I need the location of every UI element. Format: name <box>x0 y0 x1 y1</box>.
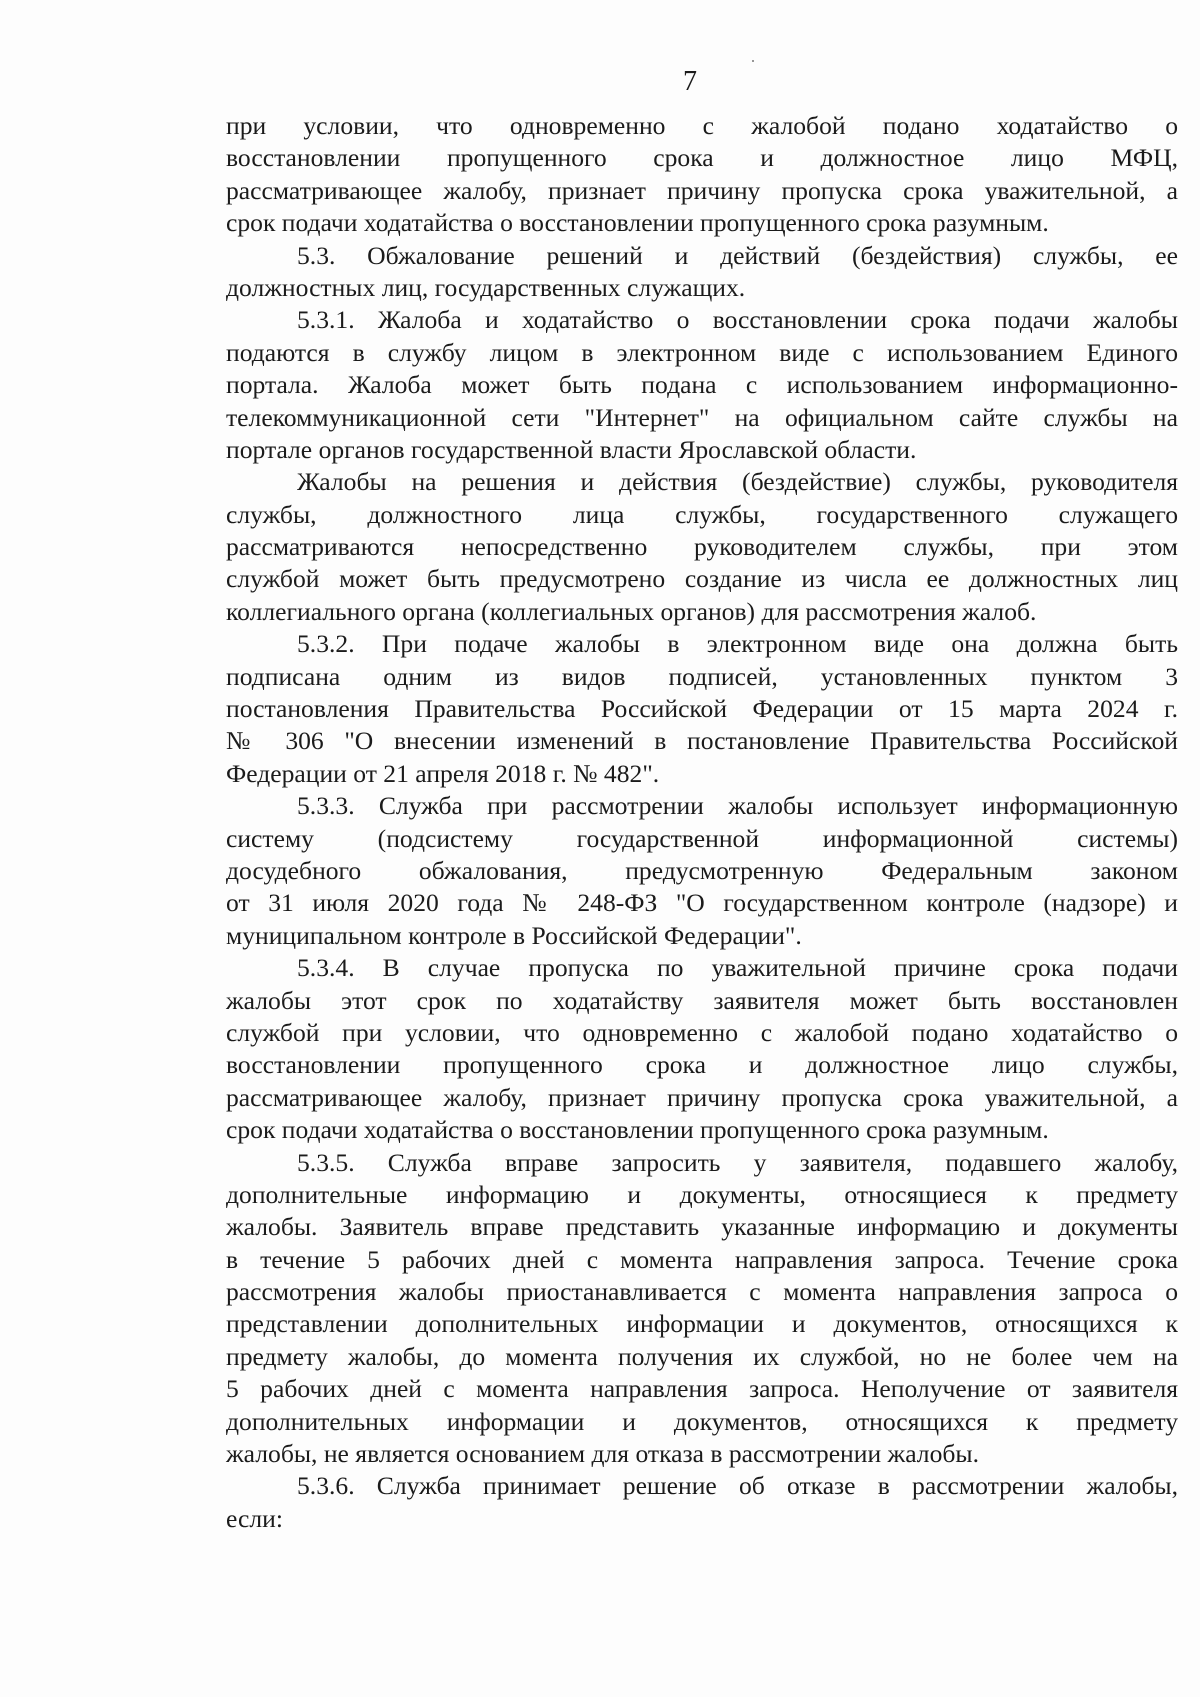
text-line: службы, должностного лица службы, государственного служащего <box>226 499 1178 529</box>
text-line: 5.3.4. В случае пропуска по уважительной причине срока подачи <box>297 953 1178 983</box>
text-line: Федерации от 21 апреля 2018 г. № 482". <box>226 758 660 788</box>
text-line: должностных лиц, государственных служащих. <box>226 272 746 302</box>
text-line: подаются в службу лицом в электронном виде с использованием Единого <box>226 337 1178 367</box>
text-line: подписана одним из видов подписей, установленных пунктом 3 <box>226 661 1178 691</box>
text-line: предмету жалобы, до момента получения их службой, но не более чем на <box>226 1341 1178 1371</box>
page-number: 7 <box>683 66 697 97</box>
text-line: от 31 июля 2020 года № 248-ФЗ "О государственном контроле (надзоре) и <box>226 888 1178 918</box>
text-line: портале органов государственной власти Ярославской области. <box>226 434 917 464</box>
text-line: систему (подсистему государственной информационной системы) <box>226 823 1178 853</box>
text-line: Жалобы на решения и действия (бездействие) службы, руководителя <box>297 467 1178 497</box>
text-line: досудебного обжалования, предусмотренную Федеральным законом <box>226 855 1178 885</box>
text-line: срок подачи ходатайства о восстановлении пропущенного срока разумным. <box>226 208 1049 238</box>
text-line: если: <box>226 1503 283 1533</box>
text-line: жалобы, не является основанием для отказа в рассмотрении жалобы. <box>226 1439 979 1469</box>
text-line: службой при условии, что одновременно с жалобой подано ходатайство о <box>226 1017 1178 1047</box>
text-line: рассматривающее жалобу, признает причину пропуска срока уважительной, а <box>226 175 1178 205</box>
text-line: 5 рабочих дней с момента направления запроса. Неполучение от заявителя <box>226 1374 1178 1404</box>
text-line: срок подачи ходатайства о восстановлении пропущенного срока разумным. <box>226 1115 1049 1145</box>
text-line: телекоммуникационной сети "Интернет" на официальном сайте службы на <box>226 402 1178 432</box>
text-line: жалобы этот срок по ходатайству заявителя может быть восстановлен <box>226 985 1178 1015</box>
text-line: в течение 5 рабочих дней с момента направления запроса. Течение срока <box>226 1244 1178 1274</box>
text-line: постановления Правительства Российской Федерации от 15 марта 2024 г. <box>226 694 1178 724</box>
text-line: коллегиального органа (коллегиальных органов) для рассмотрения жалоб. <box>226 596 1037 626</box>
text-line: 5.3.5. Служба вправе запросить у заявителя, подавшего жалобу, <box>297 1147 1178 1177</box>
text-line: 5.3.1. Жалоба и ходатайство о восстановлении срока подачи жалобы <box>297 305 1178 335</box>
scan-speck <box>752 60 754 62</box>
text-line: муниципальном контроле в Российской Федерации". <box>226 920 802 950</box>
text-line: 5.3.2. При подаче жалобы в электронном виде она должна быть <box>297 629 1178 659</box>
text-line: дополнительные информацию и документы, относящиеся к предмету <box>226 1179 1178 1209</box>
text-line: жалобы. Заявитель вправе представить указанные информацию и документы <box>226 1212 1178 1242</box>
text-line: службой может быть предусмотрено создание из числа ее должностных лиц <box>226 564 1178 594</box>
text-line: 5.3.6. Служба принимает решение об отказе в рассмотрении жалобы, <box>297 1471 1178 1501</box>
text-line: рассматриваются непосредственно руководителем службы, при этом <box>226 532 1178 562</box>
text-line: портала. Жалоба может быть подана с использованием информационно- <box>226 370 1178 400</box>
text-line: представлении дополнительных информации и документов, относящихся к <box>226 1309 1178 1339</box>
text-line: 5.3.3. Служба при рассмотрении жалобы использует информационную <box>297 791 1178 821</box>
text-line: восстановлении пропущенного срока и должностное лицо службы, <box>226 1050 1178 1080</box>
body-text <box>226 110 1178 1535</box>
text-line: рассматривающее жалобу, признает причину пропуска срока уважительной, а <box>226 1082 1178 1112</box>
text-line: при условии, что одновременно с жалобой подано ходатайство о <box>226 111 1178 140</box>
text-line: рассмотрения жалобы приостанавливается с момента направления запроса о <box>226 1277 1178 1307</box>
text-line: № 306 "О внесении изменений в постановление Правительства Российской <box>226 726 1178 756</box>
text-line: дополнительных информации и документов, относящихся к предмету <box>226 1406 1178 1436</box>
text-line: восстановлении пропущенного срока и должностное лицо МФЦ, <box>226 143 1178 173</box>
text-line: 5.3. Обжалование решений и действий (бездействия) службы, ее <box>297 240 1178 270</box>
